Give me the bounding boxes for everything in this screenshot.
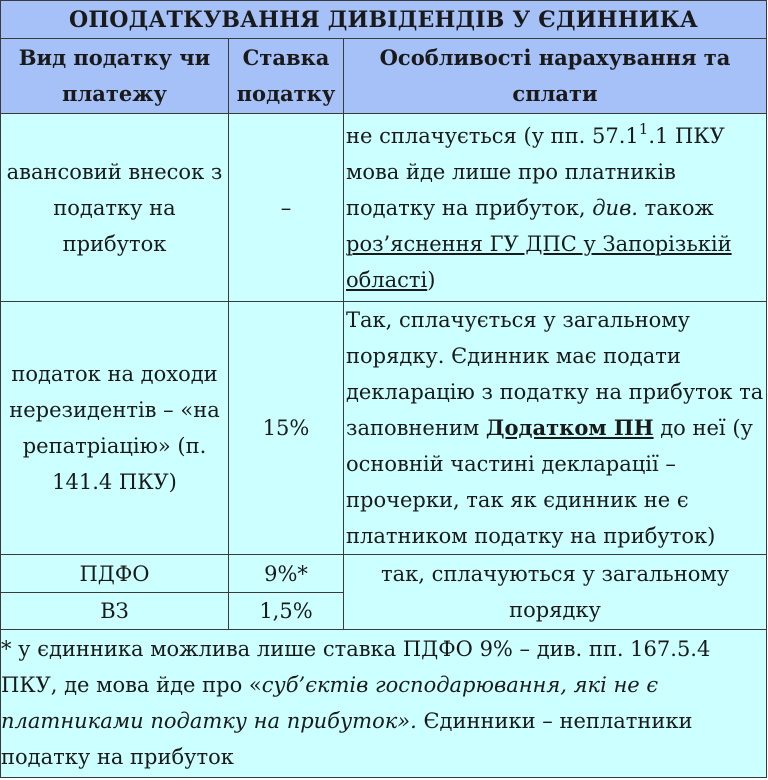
row-pdfo-type: ПДФО [1,555,229,593]
table-title: ОПОДАТКУВАННЯ ДИВІДЕНДІВ У ЄДИННИКА [1,1,767,39]
table-row [1,555,767,593]
row-pdfo-vz-notes: так, сплачуються у загальному порядку [344,555,767,630]
row-advance-rate: – [229,114,344,302]
footnote-row [1,630,767,778]
table-row [1,114,767,302]
superscript: 1 [638,119,649,138]
addendum-pn-link[interactable]: Додатком ПН [485,415,654,440]
row-nonresident-notes: Так, сплачується у загальному порядку. Єдинник має подати декларацію з податку на прибуток та заповненим Додатком ПН до неї (у основній частині декларації – прочерки, так як єдинник не є платником податку на прибуток) [344,302,767,555]
row-pdfo-rate: 9%* [229,555,344,593]
header-tax-type: Вид податку чи платежу [1,39,229,114]
row-vz-type: ВЗ [1,593,229,630]
row-advance-type: авансовий внесок з податку на прибуток [1,114,229,302]
table-row [1,302,767,555]
row-nonresident-rate: 15% [229,302,344,555]
row-advance-notes: не сплачується (у пп. 57.1$^1$.1 ПКУ мова йде лише про платників податку на прибуток, див. також роз’яснення ГУ ДПС у Запорізькій області) [344,114,767,302]
header-tax-rate: Ставка податку [229,39,344,114]
row-vz-rate: 1,5% [229,593,344,630]
row-nonresident-type: податок на доходи нерезидентів – «на репатріацію» (п. 141.4 ПКУ) [1,302,229,555]
dps-clarification-link[interactable]: роз’яснення ГУ ДПС у Запорізькій області [346,231,732,292]
header-features: Особливості нарахування та сплати [344,39,767,114]
footnote: * у єдинника можлива лише ставка ПДФО 9% – див. пп. 167.5.4 ПКУ, де мова йде про «суб’єктів господарювання, які не є платниками податку на прибуток». Єдинники – неплатники податку на прибуток [1,630,767,778]
